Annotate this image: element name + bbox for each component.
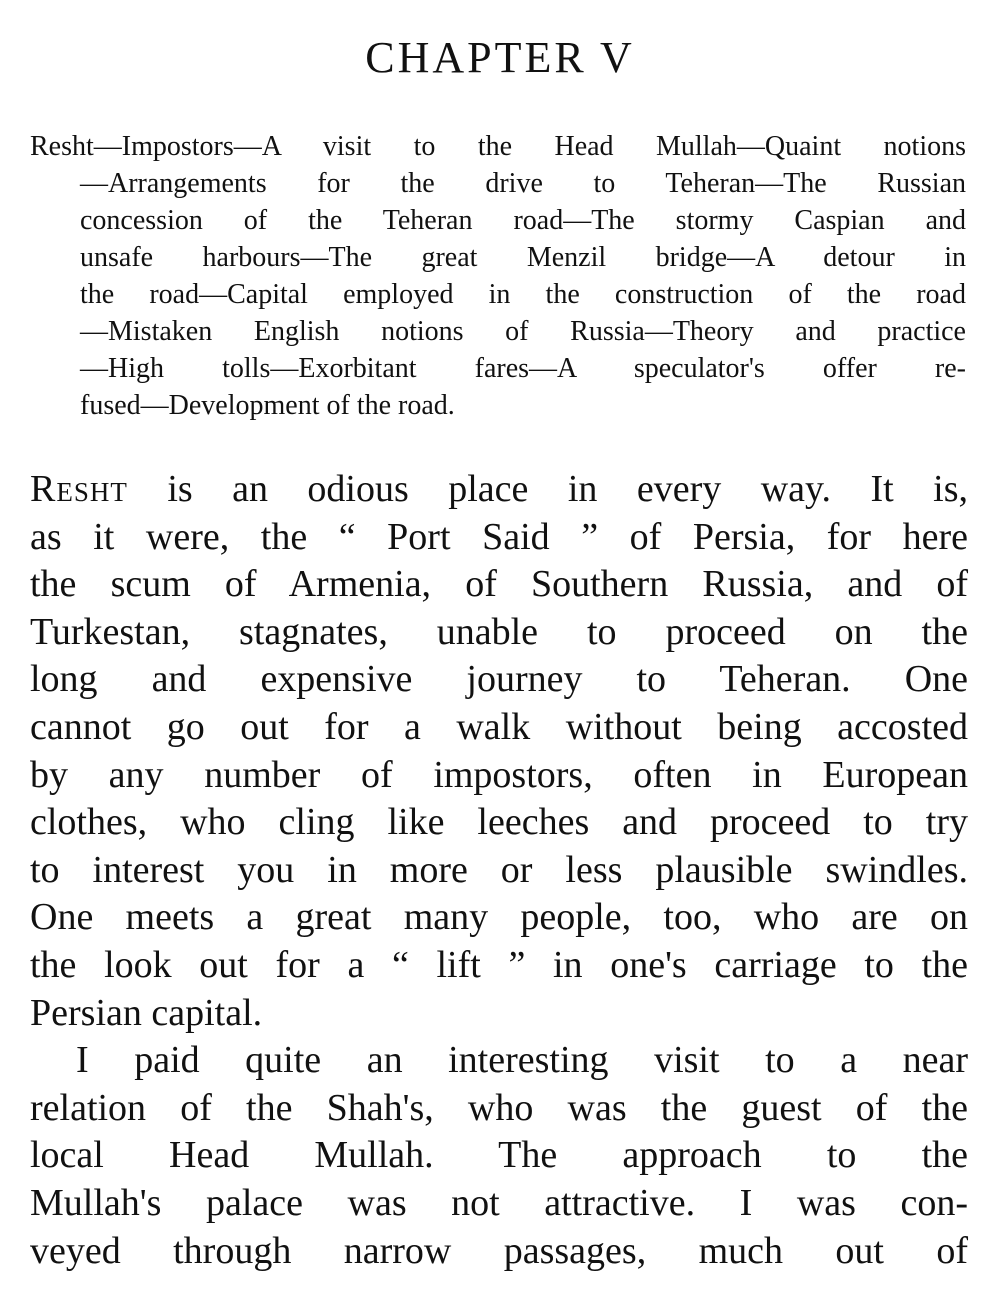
synopsis-line: the road—Capital employed in the construction of the road bbox=[80, 279, 966, 310]
paragraph-line: by any number of impostors, often in European bbox=[30, 753, 968, 796]
synopsis-line: fused—Development of the road. bbox=[80, 390, 455, 421]
synopsis-line: Resht—Impostors—A visit to the Head Mullah—Quaint notions bbox=[30, 131, 966, 162]
paragraph-line: I paid quite an interesting visit to a near bbox=[76, 1039, 968, 1082]
chapter-title: CHAPTER V bbox=[365, 33, 635, 82]
first-line-rest: is an odious place in every way. It is, bbox=[127, 468, 968, 510]
paragraph-line: the look out for a “ lift ” in one's carriage to the bbox=[30, 943, 968, 986]
paragraph-line: the scum of Armenia, of Southern Russia, and of bbox=[30, 563, 968, 606]
paragraph-line: local Head Mullah. The approach to the bbox=[30, 1134, 968, 1177]
lead-word: Resht bbox=[30, 468, 128, 510]
paragraph-line: One meets a great many people, too, who are on bbox=[30, 896, 968, 939]
chapter-synopsis bbox=[30, 128, 966, 424]
synopsis-line: unsafe harbours—The great Menzil bridge—A detour in bbox=[80, 242, 966, 273]
paragraph-line: Turkestan, stagnates, unable to proceed on the bbox=[30, 610, 968, 653]
paragraph-line: long and expensive journey to Teheran. One bbox=[30, 658, 968, 701]
paragraph-line: as it were, the “ Port Said ” of Persia, for here bbox=[30, 515, 968, 558]
paragraph-line bbox=[30, 466, 968, 514]
synopsis-line: concession of the Teheran road—The stormy Caspian and bbox=[80, 205, 966, 236]
paragraph-line: clothes, who cling like leeches and proceed to try bbox=[30, 801, 968, 844]
paragraph-line: Persian capital. bbox=[30, 991, 263, 1034]
paragraph-line: relation of the Shah's, who was the guest of the bbox=[30, 1086, 968, 1129]
synopsis-line: —Mistaken English notions of Russia—Theory and practice bbox=[80, 316, 966, 347]
paragraph-line: veyed through narrow passages, much out of bbox=[30, 1229, 968, 1272]
synopsis-line: —Arrangements for the drive to Teheran—The Russian bbox=[80, 168, 966, 199]
paragraph-line: Mullah's palace was not attractive. I was con- bbox=[30, 1181, 968, 1224]
paragraph-line: cannot go out for a walk without being accosted bbox=[30, 705, 968, 748]
paragraph-line: to interest you in more or less plausible swindles. bbox=[30, 848, 968, 891]
body-text bbox=[30, 466, 968, 1275]
synopsis-line: —High tolls—Exorbitant fares—A speculator's offer re- bbox=[80, 353, 966, 384]
